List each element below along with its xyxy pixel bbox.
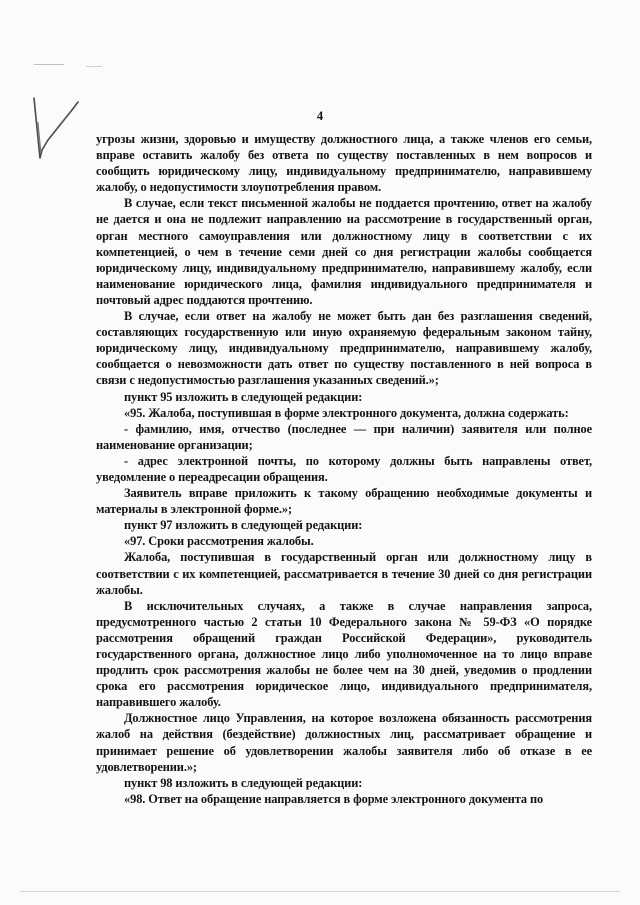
signature-mark	[26, 92, 82, 162]
body-paragraph: В исключительных случаях, а также в случае направления запроса, предусмотренного частью 2 статьи 10 Федерального закона № 59-ФЗ «О порядке рассмотрения обращений граждан Российской Федерации», руководитель государственного органа, должностное лицо либо уполномоченное на то лицо вправе продлить срок рассмотрения жалобы не более чем на 30 дней, уведомив о продлении срока его рассмотрения юридическое лицо, индивидуального предпринимателя, направившего жалобу.	[96, 598, 592, 710]
body-paragraph: пункт 97 изложить в следующей редакции:	[124, 518, 363, 533]
body-paragraph: Жалоба, поступившая в государственный орган или должностному лицу в соответствии с их компетенцией, рассматривается в течение 30 дней со дня регистрации жалобы.	[96, 550, 592, 597]
body-paragraph: В случае, если ответ на жалобу не может быть дан без разглашения сведений, составляющих государственную или иную охраняемую федеральным законом тайну, юридическому лицу, индивидуальному предпринимателю, направившему жалобу, сообщается о невозможности дать ответ по существу поставленного в ней вопроса в связи с недопустимостью разглашения указанных сведений.»;	[96, 309, 592, 388]
body-paragraph: Должностное лицо Управления, на которое возложена обязанность рассмотрения жалоб на действия (бездействие) должностных лиц, рассматривает обращение и принимает решение об удовлетворении жалобы заявителя либо об отказе в ее удовлетворении.»;	[96, 711, 592, 774]
body-paragraph: «98. Ответ на обращение направляется в форме электронного документа по	[124, 791, 544, 806]
body-paragraph: - фамилию, имя, отчество (последнее — при наличии) заявителя или полное наименование организации;	[96, 421, 592, 452]
scan-artifact-line	[86, 66, 102, 67]
document-body	[96, 131, 592, 807]
scan-artifact-line	[34, 64, 64, 65]
body-paragraph: пункт 98 изложить в следующей редакции:	[124, 775, 363, 790]
body-paragraph: Заявитель вправе приложить к такому обращению необходимые документы и материалы в электронной форме.»;	[96, 486, 592, 517]
body-paragraph: пункт 95 изложить в следующей редакции:	[124, 389, 363, 404]
body-paragraph: угрозы жизни, здоровью и имуществу должностного лица, а также членов его семьи, вправе оставить жалобу без ответа по существу поставленных в нем вопросов и сообщить юридическому лицу, индивидуальному предпринимателю, направившему жалобу, о недопустимости злоупотребления правом.	[96, 132, 592, 195]
page-number: 4	[316, 109, 324, 123]
body-paragraph: В случае, если текст письменной жалобы не поддается прочтению, ответ на жалобу не дается и она не подлежит направлению на рассмотрение в государственный орган, орган местного самоуправления или должностному лицу в соответствии с их компетенцией, о чем в течение семи дней со дня регистрации жалобы сообщается юридическому лицу, индивидуальному предпринимателю, направившему жалобу, если наименование юридического лица, фамилия индивидуального предпринимателя и почтовый адрес поддаются прочтению.	[96, 196, 592, 307]
scan-artifact-line	[20, 891, 620, 892]
body-paragraph: «95. Жалоба, поступившая в форме электронного документа, должна содержать:	[124, 405, 569, 420]
body-paragraph: «97. Сроки рассмотрения жалобы.	[124, 534, 314, 549]
body-paragraph: - адрес электронной почты, по которому должны быть направлены ответ, уведомление о переадресации обращения.	[96, 453, 592, 484]
